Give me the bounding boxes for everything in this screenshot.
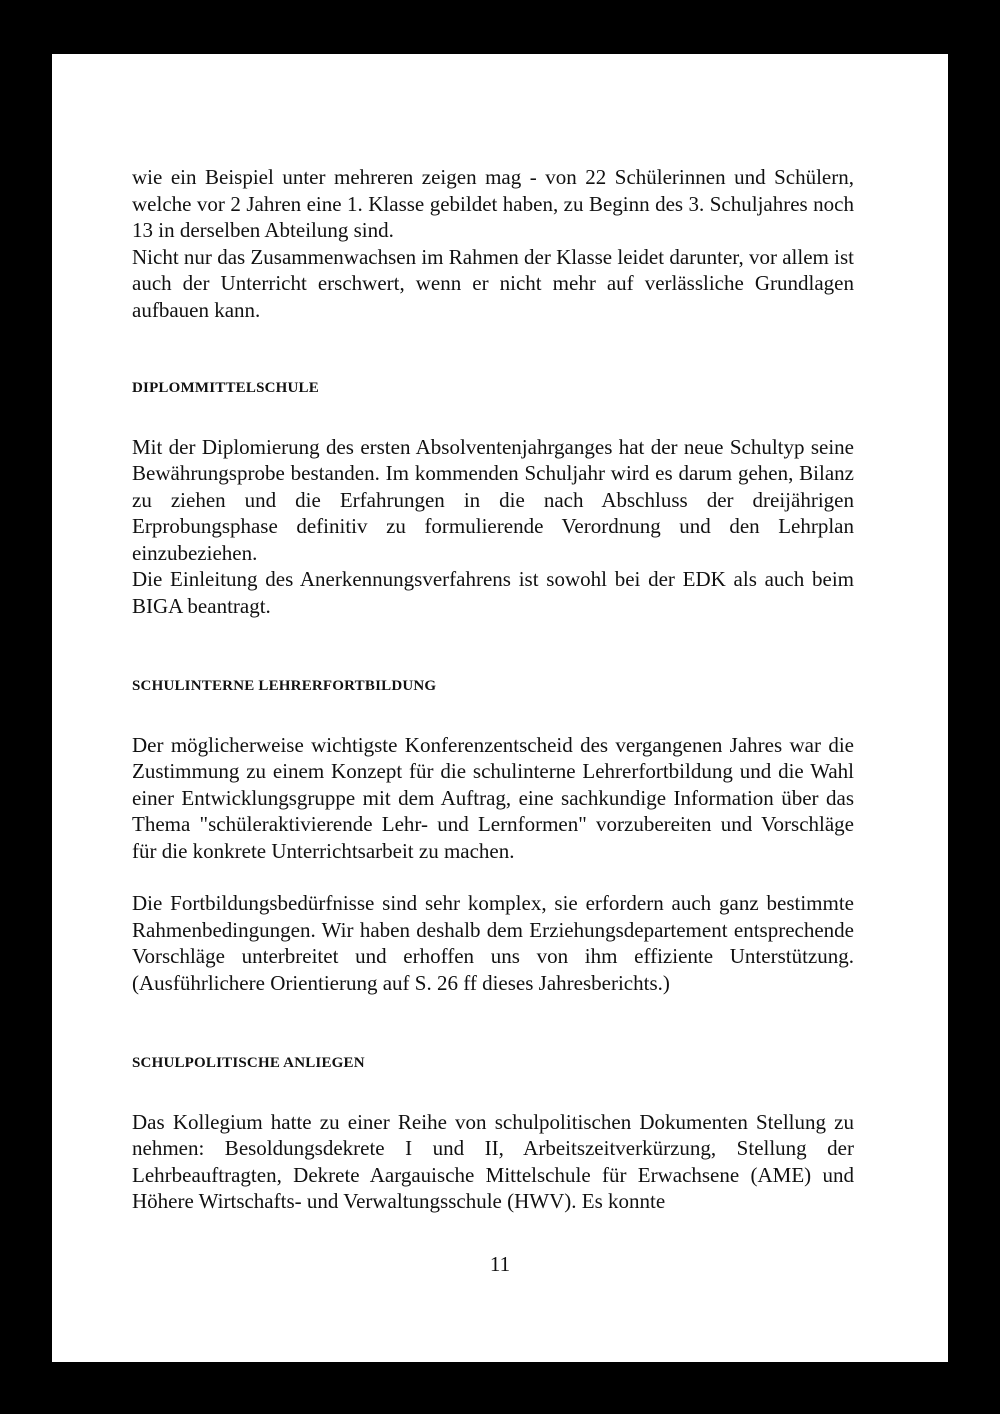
section-heading-diplommittelschule: DIPLOMMITTELSCHULE [132, 380, 319, 396]
document-page [52, 54, 948, 1362]
section-heading-schulpolitische-anliegen: SCHULPOLITISCHE ANLIEGEN [132, 1055, 365, 1071]
page-number: 11 [489, 1252, 511, 1276]
schulpolitische-anliegen-paragraph-1: Das Kollegium hatte zu einer Reihe von schulpolitischen Dokumenten Stellung zu nehmen: Besoldungsdekrete I und II, Arbeitszeitverkürzung, Stellung der Lehrbeauftragten, Dekrete Aargauische Mittelschule für Erwachsene (AME) und Höhere Wirtschafts- und Verwaltungsschule (HWV). Es konnte [132, 1109, 854, 1213]
lehrerfortbildung-paragraph-1: Der möglicherweise wichtigste Konferenzentscheid des vergangenen Jahres war die Zustimmung zu einem Konzept für die schulinterne Lehrerfortbildung und die Wahl einer Entwicklungsgruppe mit dem Auftrag, eine sachkundige Information über das Thema "schüleraktivierende Lehr- und Lernformen" vorzubereiten und Vorschläge für die konkrete Unterrichtsarbeit zu machen. [132, 732, 854, 863]
diplommittelschule-paragraph-1: Mit der Diplomierung des ersten Absolventenjahrganges hat der neue Schultyp seine Bewährungsprobe bestanden. Im kommenden Schuljahr wird es darum gehen, Bilanz zu ziehen und die Erfahrungen in die nach Abschluss der dreijährigen Erprobungsphase definitiv zu formulierende Verordnung und den Lehrplan einzubeziehen. [132, 434, 854, 565]
lehrerfortbildung-paragraph-2: Die Fortbildungsbedürfnisse sind sehr komplex, sie erfordern auch ganz bestimmte Rahmenbedingungen. Wir haben deshalb dem Erziehungsdepartement entsprechende Vorschläge unterbreitet und erhoffen uns von ihm effiziente Unterstützung. (Ausführlichere Orientierung auf S. 26 ff dieses Jahresberichts.) [132, 891, 854, 995]
diplommittelschule-paragraph-2: Die Einleitung des Anerkennungsverfahrens ist sowohl bei der EDK als auch beim BIGA beantragt. [132, 567, 854, 618]
page-content [132, 164, 854, 1215]
section-heading-lehrerfortbildung: SCHULINTERNE LEHRERFORTBILDUNG [132, 678, 437, 694]
intro-paragraph-1: wie ein Beispiel unter mehreren zeigen mag - von 22 Schülerinnen und Schülern, welche vor 2 Jahren eine 1. Klasse gebildet haben, zu Beginn des 3. Schuljahres noch 13 in derselben Abteilung sind. [132, 165, 854, 242]
intro-paragraph-2: Nicht nur das Zusammenwachsen im Rahmen der Klasse leidet darunter, vor allem ist auch der Unterricht erschwert, wenn er nicht mehr auf verlässliche Grundlagen aufbauen kann. [132, 244, 854, 322]
